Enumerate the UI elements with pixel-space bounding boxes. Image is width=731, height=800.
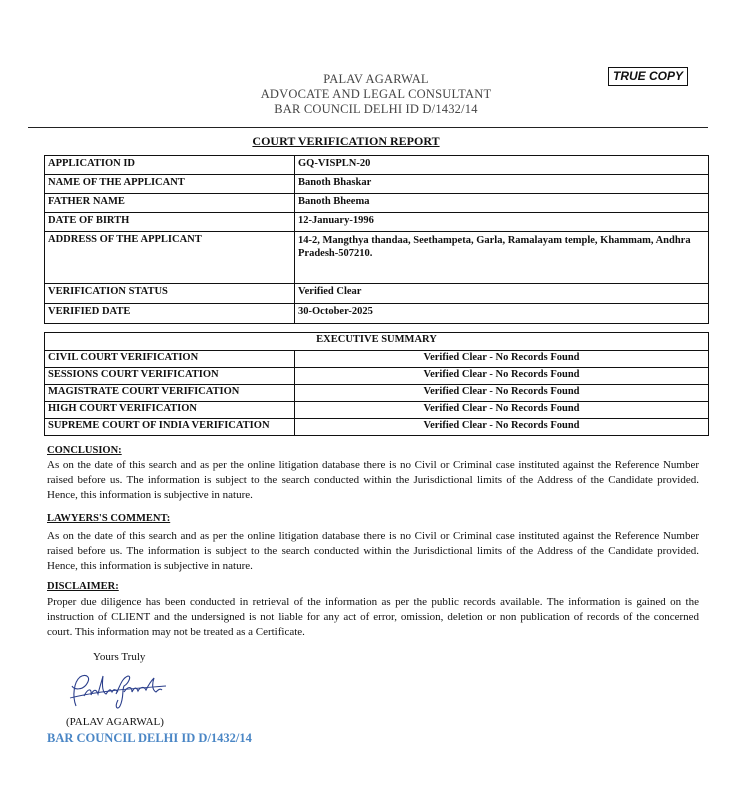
table-row [45,304,709,324]
report-title: COURT VERIFICATION REPORT [252,134,440,148]
detail-value: 14-2, Mangthya thandaa, Seethampeta, Garla, Ramalayam temple, Khammam, Andhra Pradesh-507210. [295,232,709,284]
table-row [45,351,709,368]
detail-label: APPLICATION ID [45,156,295,175]
detail-label: ADDRESS OF THE APPLICANT [45,232,295,284]
signatory-bar-council-id: BAR COUNCIL DELHI ID D/1432/14 [47,731,252,745]
lawyers-comment-text: As on the date of this search and as per the online litigation database there is no Civil or Criminal case instituted against the Reference Number raised before us. The information is subject to the search conducted within the Jurisdictional limits of the Address of the Candidate provided. Hence, this information is subjective in nature. [47,530,699,572]
conclusion-heading: CONCLUSION: [47,445,122,456]
table-row [45,156,709,175]
table-row [45,385,709,402]
summary-heading: EXECUTIVE SUMMARY [45,333,709,351]
detail-label: DATE OF BIRTH [45,213,295,232]
detail-label: FATHER NAME [45,194,295,213]
table-row [45,402,709,419]
header-divider [28,127,708,128]
detail-label: NAME OF THE APPLICANT [45,175,295,194]
table-row [45,368,709,385]
summary-label: SUPREME COURT OF INDIA VERIFICATION [45,419,295,436]
executive-summary-table [44,332,709,436]
signatory-name: (PALAV AGARWAL) [66,716,164,728]
table-row [45,232,709,284]
table-row [45,194,709,213]
applicant-details-table [44,155,709,324]
summary-value: Verified Clear - No Records Found [295,351,709,368]
table-row [45,333,709,351]
summary-label: CIVIL COURT VERIFICATION [45,351,295,368]
table-row [45,175,709,194]
detail-value: Banoth Bhaskar [295,175,709,194]
summary-label: HIGH COURT VERIFICATION [45,402,295,419]
header-bar-council-id: BAR COUNCIL DELHI ID D/1432/14 [274,102,478,116]
table-row [45,284,709,304]
disclaimer-text: Proper due diligence has been conducted in retrieval of the information as per the public records available. The information is gained on the instruction of CLIENT and the undersigned is not liable for any act of error, omission, deletion or non publication of records of the concerned court. This information may not be treated as a Certificate. [47,596,699,638]
detail-value: GQ-VISPLN-20 [295,156,709,175]
true-copy-stamp: TRUE COPY [608,67,688,86]
conclusion-text: As on the date of this search and as per the online litigation database there is no Civil or Criminal case instituted against the Reference Number raised before us. The information is subject to the search conducted within the Jurisdictional limits of the Address of the Candidate provided. Hence, this information is subjective in nature. [47,459,699,501]
signature-image [62,668,172,712]
detail-value: Banoth Bheema [295,194,709,213]
advocate-name: PALAV AGARWAL [323,72,429,86]
detail-value: Verified Clear [295,284,709,304]
summary-value: Verified Clear - No Records Found [295,368,709,385]
summary-label: SESSIONS COURT VERIFICATION [45,368,295,385]
lawyers-comment-heading: LAWYERS'S COMMENT: [47,513,171,524]
detail-value: 30-October-2025 [295,304,709,324]
detail-value: 12-January-1996 [295,213,709,232]
disclaimer-heading: DISCLAIMER: [47,581,119,592]
table-row [45,419,709,436]
summary-value: Verified Clear - No Records Found [295,385,709,402]
advocate-role: ADVOCATE AND LEGAL CONSULTANT [260,87,492,101]
summary-value: Verified Clear - No Records Found [295,419,709,436]
detail-label: VERIFICATION STATUS [45,284,295,304]
salutation: Yours Truly [93,651,146,663]
summary-label: MAGISTRATE COURT VERIFICATION [45,385,295,402]
detail-label: VERIFIED DATE [45,304,295,324]
summary-value: Verified Clear - No Records Found [295,402,709,419]
table-row [45,213,709,232]
